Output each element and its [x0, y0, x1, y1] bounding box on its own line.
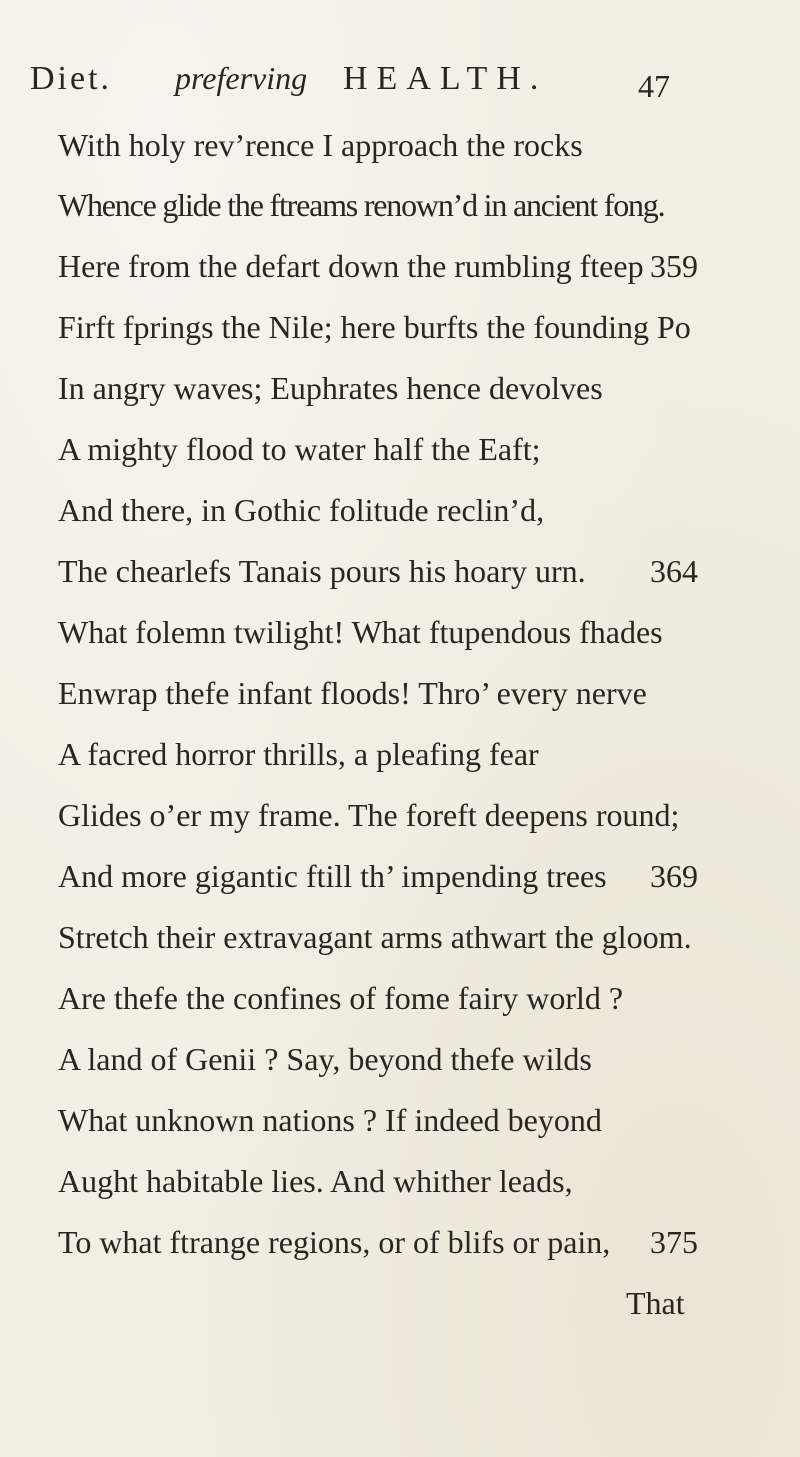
poem-line: [58, 1039, 592, 1079]
poem-line: [58, 185, 664, 225]
poem-line: [58, 795, 679, 835]
poem-line: [58, 551, 698, 591]
line-text: To what ftrange regions, or of blifs or pain,: [58, 1224, 611, 1260]
line-text: Whence glide the ftreams renown’d in ancient fong.: [58, 187, 665, 223]
line-text: Glides o’er my frame. The foreft deepens round;: [58, 797, 680, 833]
running-header: [0, 60, 800, 110]
poem-line: [58, 856, 698, 896]
poem-line: [58, 734, 539, 774]
line-number: 359: [650, 248, 698, 284]
poem-line: [58, 1100, 602, 1140]
line-number: 364: [650, 553, 698, 589]
poem-line: [58, 978, 623, 1018]
line-text: With holy rev’rence I approach the rocks: [58, 127, 583, 163]
line-text: A land of Genii ? Say, beyond thefe wilds: [58, 1041, 592, 1077]
poem-line: [58, 612, 663, 652]
line-text: And more gigantic ftill th’ impending trees: [58, 858, 607, 894]
line-text: Firft fprings the Nile; here burfts the founding Po: [58, 309, 691, 345]
poem-line: [58, 1222, 698, 1262]
line-text: Aught habitable lies. And whither leads,: [58, 1163, 573, 1199]
poem-line: [58, 1161, 573, 1201]
line-text: And there, in Gothic folitude reclin’d,: [58, 492, 545, 528]
line-text: Enwrap thefe infant floods! Thro’ every nerve: [58, 675, 647, 711]
poem-line: [58, 125, 583, 165]
poem-line: [58, 673, 647, 713]
line-text: Stretch their extravagant arms athwart the gloom.: [58, 919, 692, 955]
line-text: A mighty flood to water half the Eaft;: [58, 431, 541, 467]
line-text: Here from the defart down the rumbling fteep: [58, 248, 644, 284]
header-preserving: preferving: [175, 60, 308, 96]
header-health: HEALTH.: [343, 60, 548, 97]
line-text: The chearlefs Tanais pours his hoary urn.: [58, 553, 586, 589]
header-diet: Diet.: [30, 60, 113, 97]
poem-line: [58, 429, 541, 469]
line-text: In angry waves; Euphrates hence devolves: [58, 370, 603, 406]
poem-line: [58, 246, 698, 286]
line-number: 369: [650, 858, 698, 894]
line-text: Are thefe the confines of fome fairy world ?: [58, 980, 624, 1016]
line-text: A facred horror thrills, a pleafing fear: [58, 736, 539, 772]
line-text: What folemn twilight! What ftupendous fhades: [58, 614, 663, 650]
line-number: 375: [650, 1224, 698, 1260]
catchword: That: [626, 1285, 685, 1321]
poem-line: [58, 368, 603, 408]
poem-line: [58, 917, 692, 957]
poem-line: [58, 490, 544, 530]
poem-line: [58, 307, 691, 347]
line-text: What unknown nations ? If indeed beyond: [58, 1102, 602, 1138]
page-number: 47: [638, 68, 670, 104]
